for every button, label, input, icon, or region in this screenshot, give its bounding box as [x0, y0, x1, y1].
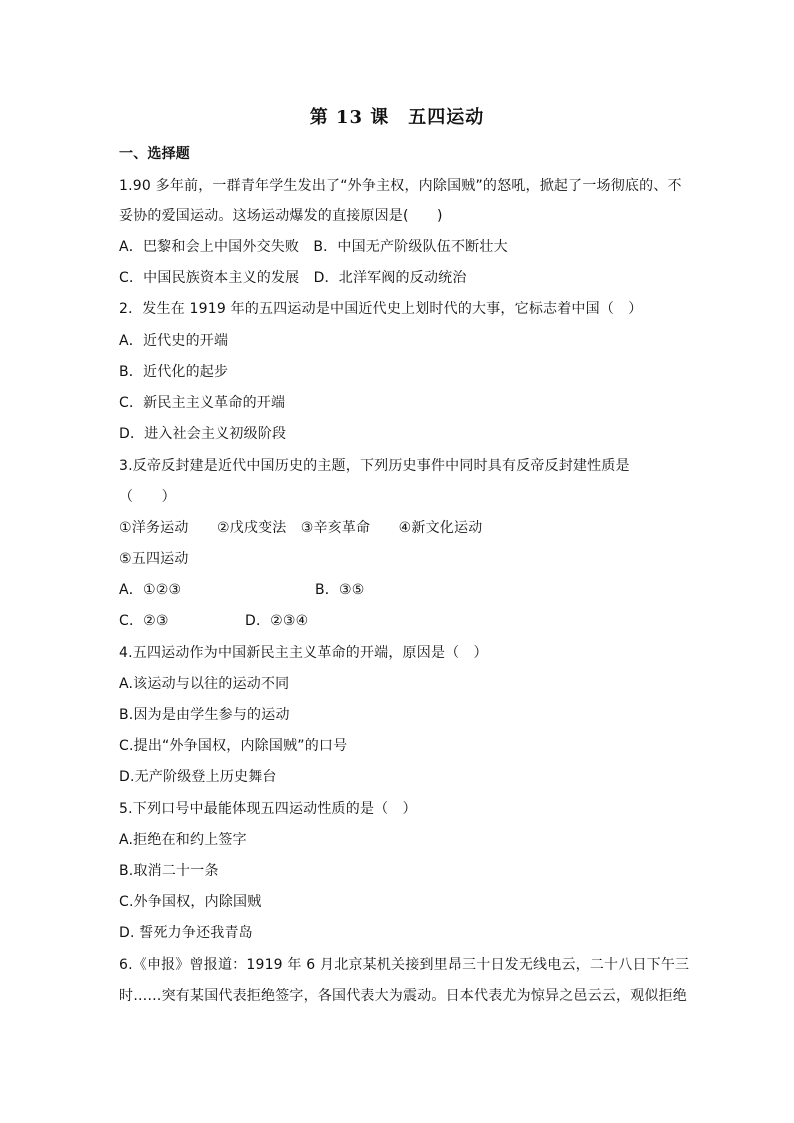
question-3-stem-line-1: 3.反帝反封建是近代中国历史的主题，下列历史事件中同时具有反帝反封建性质是 [119, 458, 630, 474]
question-5-option-d: D. 誓死力争还我青岛 [119, 925, 253, 941]
question-3-events-line-1: ①洋务运动 ②戊戌变法 ③辛亥革命 ④新文化运动 [119, 520, 483, 536]
question-6-stem-line-1: 6.《申报》曾报道：1919 年 6 月北京某机关接到里昂三十日发无线电云，二十八日下午三 [119, 957, 690, 973]
question-1-stem-line-1: 1.90 多年前，一群青年学生发出了“外争主权，内除国贼”的怒吼，掀起了一场彻底的、不 [119, 178, 682, 194]
question-3-events-line-2: ⑤五四运动 [119, 551, 189, 567]
question-3-option-a: A．①②③ [119, 582, 182, 598]
question-1-options-cd: C．中国民族资本主义的发展 D．北洋军阀的反动统治 [119, 270, 467, 286]
question-1-stem-line-2: 妥协的爱国运动。这场运动爆发的直接原因是( ) [119, 208, 443, 224]
question-4-option-d: D.无产阶级登上历史舞台 [119, 769, 277, 785]
question-5-option-b: B.取消二十一条 [119, 863, 219, 879]
question-3-option-d: D．②③④ [245, 613, 309, 629]
question-5-option-a: A.拒绝在和约上签字 [119, 832, 247, 848]
question-3-stem-line-2: （ ） [119, 489, 176, 505]
question-1-options-ab: A．巴黎和会上中国外交失败 B．中国无产阶级队伍不断壮大 [119, 239, 508, 255]
section-heading: 一、选择题 [119, 146, 190, 162]
question-5-stem: 5.下列口号中最能体现五四运动性质的是（ ） [119, 801, 417, 817]
question-2-option-a: A．近代史的开端 [119, 333, 229, 349]
question-4-stem: 4.五四运动作为中国新民主主义革命的开端，原因是（ ） [119, 645, 488, 661]
question-2-option-c: C．新民主主义革命的开端 [119, 395, 286, 411]
question-2-stem: 2．发生在 1919 年的五四运动是中国近代史上划时代的大事，它标志着中国（ ） [119, 301, 643, 317]
question-2-option-b: B．近代化的起步 [119, 364, 229, 380]
question-3-option-c: C．②③ [119, 613, 169, 629]
question-4-option-a: A.该运动与以往的运动不同 [119, 676, 290, 692]
question-2-option-d: D．进入社会主义初级阶段 [119, 426, 287, 442]
question-6-stem-line-2: 时……突有某国代表拒绝签字，各国代表大为震动。日本代表尤为惊异之邑云云，观似拒绝 [119, 988, 687, 1004]
question-4-option-b: B.因为是由学生参与的运动 [119, 707, 290, 723]
question-3-option-b: B．③⑤ [315, 582, 365, 598]
question-4-option-c: C.提出“外争国权，内除国贼”的口号 [119, 738, 348, 754]
question-5-option-c: C.外争国权，内除国贼 [119, 894, 262, 910]
page-title: 第 13 课 五四运动 [309, 107, 485, 128]
